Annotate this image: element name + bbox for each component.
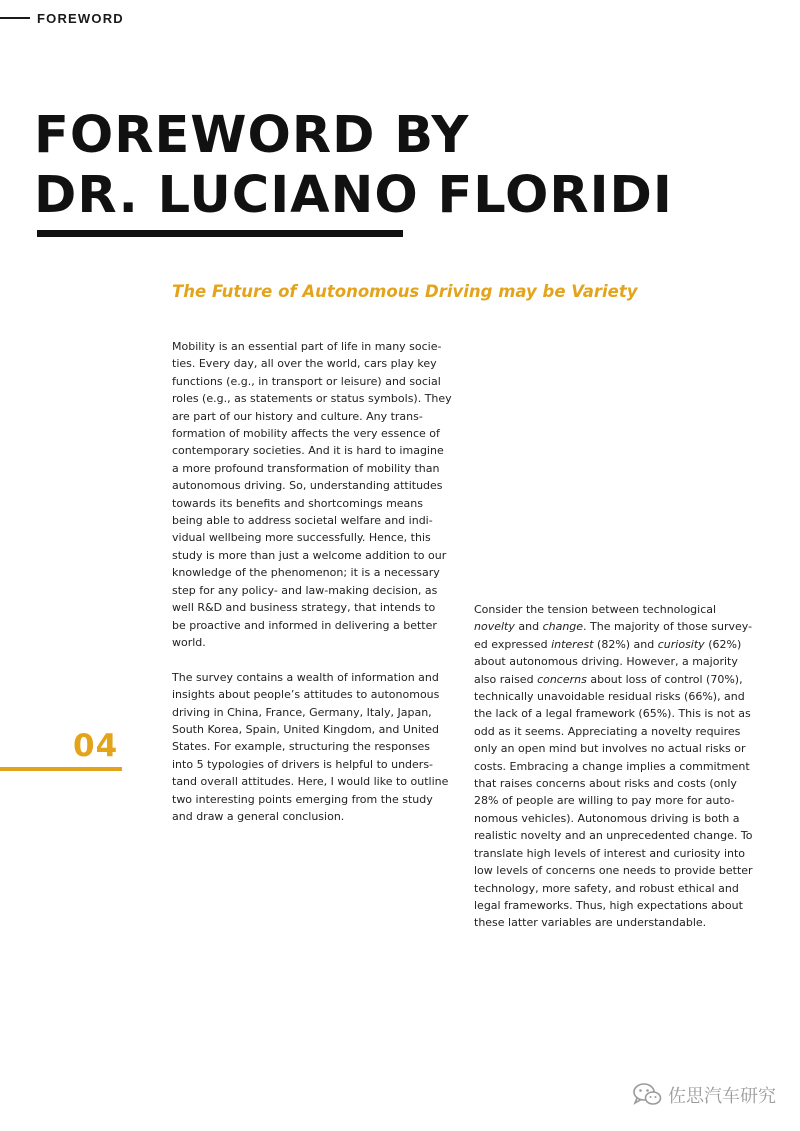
section-label: FOREWORD [37, 11, 124, 26]
text-line: towards its benefits and shortcomings means [172, 496, 423, 510]
title-underline [37, 230, 403, 237]
text-line: these latter variables are understandable. [474, 916, 707, 930]
text-line: Mobility is an essential part of life in many socie- [172, 340, 442, 353]
text-line: The survey contains a wealth of information and [172, 670, 439, 684]
text-line: well R&D and business strategy, that intends to [172, 601, 436, 615]
text-line: knowledge of the phenomenon; it is a necessary [172, 566, 440, 580]
text-line: realistic novelty and an unprecedented change. To [474, 829, 753, 843]
text-line: insights about people’s attitudes to autonomous [172, 688, 440, 702]
text-line: contemporary societies. And it is hard to imagine [172, 444, 444, 458]
text-line: two interesting points emerging from the study [172, 792, 433, 806]
text-line: vidual wellbeing more successfully. Hence, this [172, 531, 431, 545]
text-line: the lack of a legal framework (65%). This is not as [474, 707, 751, 721]
emphasis-novelty: novelty [474, 620, 515, 634]
right-column [474, 601, 764, 932]
emphasis-curiosity: curiosity [657, 637, 705, 651]
text-line: technically unavoidable residual risks (66%), and [474, 690, 745, 704]
text-line: legal frameworks. Thus, high expectations about [474, 898, 743, 912]
text-line: formation of mobility affects the very essence of [172, 427, 440, 441]
wechat-icon [632, 1082, 662, 1108]
watermark-text: 佐思汽车研究 [668, 1086, 776, 1107]
text-line: tand overall attitudes. Here, I would like to outline [172, 775, 449, 789]
text-line: novelty and change. The majority of those survey- [474, 620, 753, 634]
article-subtitle: The Future of Autonomous Driving may be Variety [172, 282, 638, 301]
text-line: only an open mind but involves no actual risks or [474, 742, 746, 756]
text-line: States. For example, structuring the responses [172, 740, 431, 754]
text-line: South Korea, Spain, United Kingdom, and United [172, 722, 439, 736]
text-line: Consider the tension between technological [474, 603, 717, 616]
text-line: translate high levels of interest and curiosity into [474, 846, 746, 860]
text-line: study is more than just a welcome addition to our [172, 548, 447, 562]
text-line: that raises concerns about risks and costs (only [474, 777, 737, 791]
text-line: driving in China, France, Germany, Italy, Japan, [172, 705, 432, 719]
header-rule [0, 17, 30, 19]
text-line: nomous vehicles). Autonomous driving is both a [474, 811, 740, 825]
text-line: are part of our history and culture. Any trans- [172, 409, 423, 423]
emphasis-interest: interest [551, 637, 594, 651]
text-line: functions (e.g., in transport or leisure) and social [172, 374, 441, 388]
page-number-rule [0, 767, 122, 771]
text-line: be proactive and informed in delivering a better [172, 618, 437, 632]
text-line: also raised concerns about loss of control (70%), [474, 672, 743, 686]
title-line-2: DR. LUCIANO FLORIDI [34, 166, 673, 225]
paragraph-1 [172, 338, 462, 651]
paragraph-3 [474, 601, 764, 932]
text-line: autonomous driving. So, understanding attitudes [172, 479, 443, 493]
text-line: 28% of people are willing to pay more for auto- [474, 794, 735, 808]
page-number: 04 [73, 728, 119, 764]
paragraph-2 [172, 669, 462, 826]
text-line: ties. Every day, all over the world, cars play key [172, 357, 437, 371]
left-column [172, 338, 462, 825]
text-line: and draw a general conclusion. [172, 809, 345, 823]
text-line: ed expressed interest (82%) and curiosity (62%) [474, 637, 742, 651]
text-line: into 5 typologies of drivers is helpful to unders- [172, 757, 434, 771]
text-line: costs. Embracing a change implies a commitment [474, 759, 750, 773]
text-line: technology, more safety, and robust ethical and [474, 881, 739, 895]
emphasis-change: change [542, 620, 584, 634]
text-line: low levels of concerns one needs to provide better [474, 864, 753, 878]
watermark [632, 1082, 776, 1108]
text-line: about autonomous driving. However, a majority [474, 655, 738, 669]
text-line: being able to address societal welfare and indi- [172, 514, 433, 528]
text-line: world. [172, 635, 206, 649]
title-line-1: FOREWORD BY [34, 106, 470, 165]
page-title [34, 106, 794, 226]
text-line: step for any policy- and law-making decision, as [172, 583, 438, 597]
text-line: roles (e.g., as statements or status symbols). They [172, 392, 452, 406]
text-line: a more profound transformation of mobility than [172, 461, 440, 475]
emphasis-concerns: concerns [537, 672, 587, 686]
text-line: odd as it seems. Appreciating a novelty requires [474, 724, 741, 738]
